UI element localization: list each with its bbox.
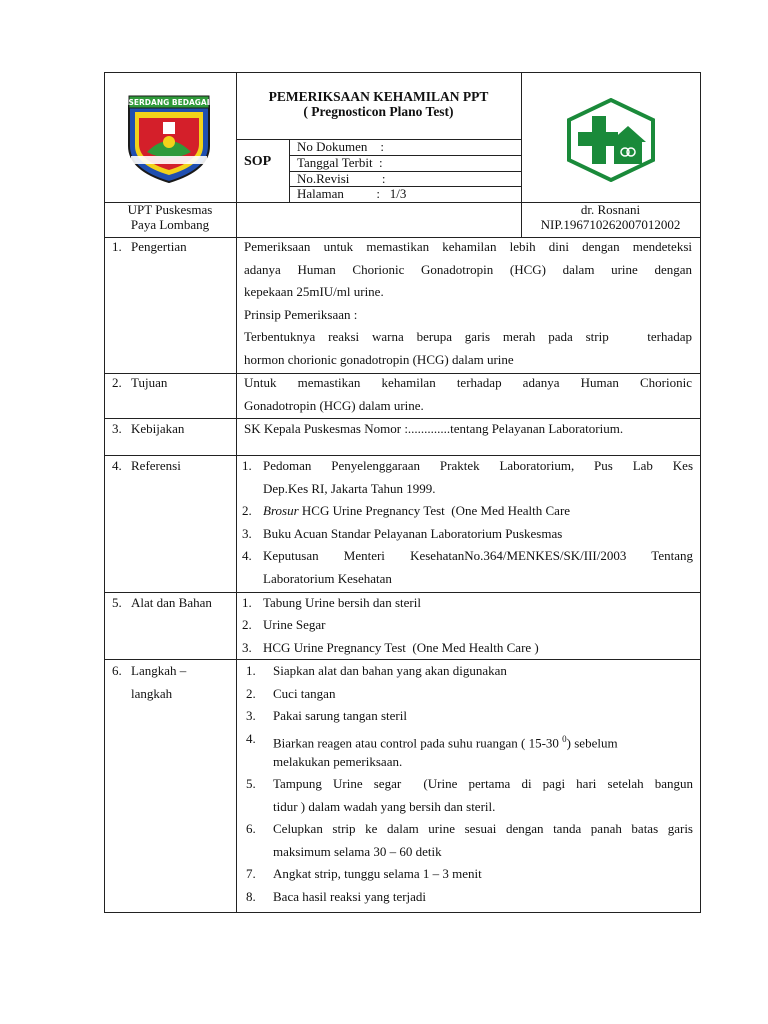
document-subtitle: ( Pregnosticon Plano Test) [303, 104, 454, 119]
tujuan-line: Gonadotropin (HCG) dalam urine. [244, 397, 424, 413]
langkah-item: Baca hasil reaksi yang terjadi [273, 889, 427, 904]
sop-label: SOP [244, 154, 272, 169]
referensi-item: Keputusan Menteri KesehatanNo.364/MENKES/SK/III/2003 Tentang [263, 548, 693, 563]
langkah-item-cont: tidur ) dalam wadah yang bersih dan steril. [273, 798, 496, 814]
langkah-item: Tampung Urine segar (Urine pertama di pagi hari setelah bangun [273, 776, 693, 791]
alat-item: Urine Segar [263, 617, 326, 632]
langkah-item-number: 7. [246, 866, 256, 881]
meta-tanggal-terbit: Tanggal Terbit : [297, 155, 383, 170]
langkah-item: Siapkan alat dan bahan yang akan digunakan [273, 663, 507, 678]
pengertian-line: Prinsip Pemeriksaan : [244, 306, 358, 322]
referensi-item-cont: Dep.Kes RI, Jakarta Tahun 1999. [263, 480, 436, 496]
langkah-item-number: 8. [246, 889, 256, 904]
section-label-langkah-cont: langkah [131, 686, 173, 701]
meta-no-revisi: No.Revisi : [297, 171, 386, 186]
section-number-kebijakan: 3. [112, 421, 122, 436]
meta-halaman: Halaman : 1/3 [297, 186, 407, 201]
section-label-tujuan: Tujuan [131, 375, 168, 390]
alat-item-number: 3. [242, 640, 252, 655]
referensi-item-cont: Laboratorium Kesehatan [263, 570, 392, 586]
puskesmas-logo [566, 98, 656, 182]
langkah-item-number: 6. [246, 821, 256, 836]
alat-item: Tabung Urine bersih dan steril [263, 595, 421, 610]
section-number-tujuan: 2. [112, 375, 122, 390]
section-number-alat: 5. [112, 595, 122, 610]
referensi-item-number: 4. [242, 548, 252, 563]
section-label-kebijakan: Kebijakan [131, 421, 185, 436]
section-label-referensi: Referensi [131, 458, 181, 473]
langkah-item-number: 5. [246, 776, 256, 791]
pengertian-line: hormon chorionic gonadotropin (HCG) dalam urine [244, 351, 514, 367]
langkah-item-cont: maksimum selama 30 – 60 detik [273, 843, 442, 859]
referensi-item-number: 1. [242, 458, 252, 473]
pengertian-line: Terbentuknya reaksi warna berupa garis merah pada strip terhadap [244, 329, 692, 344]
referensi-item: Pedoman Penyelenggaraan Praktek Laboratorium, Pus Lab Kes [263, 458, 693, 473]
section-label-langkah: Langkah – [131, 663, 187, 678]
referensi-item [263, 500, 570, 523]
langkah-item-text: Biarkan reagen atau control pada suhu ruangan ( 15-30 [273, 735, 563, 751]
kebijakan-text: SK Kepala Puskesmas Nomor :.............tentang Pelayanan Laboratorium. [244, 421, 624, 436]
referensi-item-rest: HCG Urine Pregnancy Test (One Med Health Care [298, 503, 571, 518]
pengertian-line: Pemeriksaan untuk memastikan kehamilan lebih dini dengan mendeteksi [244, 239, 692, 254]
tujuan-line: Untuk memastikan kehamilan terhadap adanya Human Chorionic [244, 375, 692, 390]
langkah-item: Cuci tangan [273, 686, 336, 701]
referensi-item-number: 3. [242, 526, 252, 541]
org-name-line2: Paya Lombang [130, 217, 210, 232]
langkah-item: Celupkan strip ke dalam urine sesuai dengan tanda panah batas garis [273, 821, 693, 836]
degree-superscript: 0 [562, 734, 567, 744]
meta-no-dokumen: No Dokumen : [297, 139, 385, 154]
section-number-pengertian: 1. [112, 239, 122, 254]
section-number-referensi: 4. [112, 458, 122, 473]
langkah-item: Angkat strip, tunggu selama 1 – 3 menit [273, 866, 482, 881]
section-label-pengertian: Pengertian [131, 239, 187, 254]
langkah-item-number: 1. [246, 663, 256, 678]
langkah-item-number: 4. [246, 731, 256, 746]
langkah-item: Pakai sarung tangan steril [273, 708, 407, 723]
brosur-italic: Brosur [263, 503, 299, 518]
langkah-item-text: ) sebelum [566, 735, 618, 751]
pengertian-line: adanya Human Chorionic Gonadotropin (HCG) dalam urine dengan [244, 261, 692, 277]
logo-banner-text: SERDANG BEDAGAI [128, 98, 210, 107]
alat-item-number: 1. [242, 595, 252, 610]
referensi-item-number: 2. [242, 503, 252, 518]
section-number-langkah: 6. [112, 663, 122, 678]
langkah-item-number: 3. [246, 708, 256, 723]
signer-name: dr. Rosnani [580, 202, 641, 217]
document-title: PEMERIKSAAN KEHAMILAN PPT [268, 89, 489, 104]
langkah-item-cont: melakukan pemeriksaan. [273, 753, 403, 769]
langkah-item-number: 2. [246, 686, 256, 701]
section-label-alat: Alat dan Bahan [131, 595, 212, 610]
serdang-bedagai-logo [123, 94, 215, 186]
alat-item-number: 2. [242, 617, 252, 632]
pengertian-line: kepekaan 25mIU/ml urine. [244, 284, 384, 299]
signer-nip: NIP.196710262007012002 [540, 217, 681, 232]
org-name-line1: UPT Puskesmas [127, 202, 213, 217]
referensi-item: Buku Acuan Standar Pelayanan Laboratorium Puskesmas [263, 526, 563, 541]
alat-item: HCG Urine Pregnancy Test (One Med Health Care ) [263, 640, 539, 655]
